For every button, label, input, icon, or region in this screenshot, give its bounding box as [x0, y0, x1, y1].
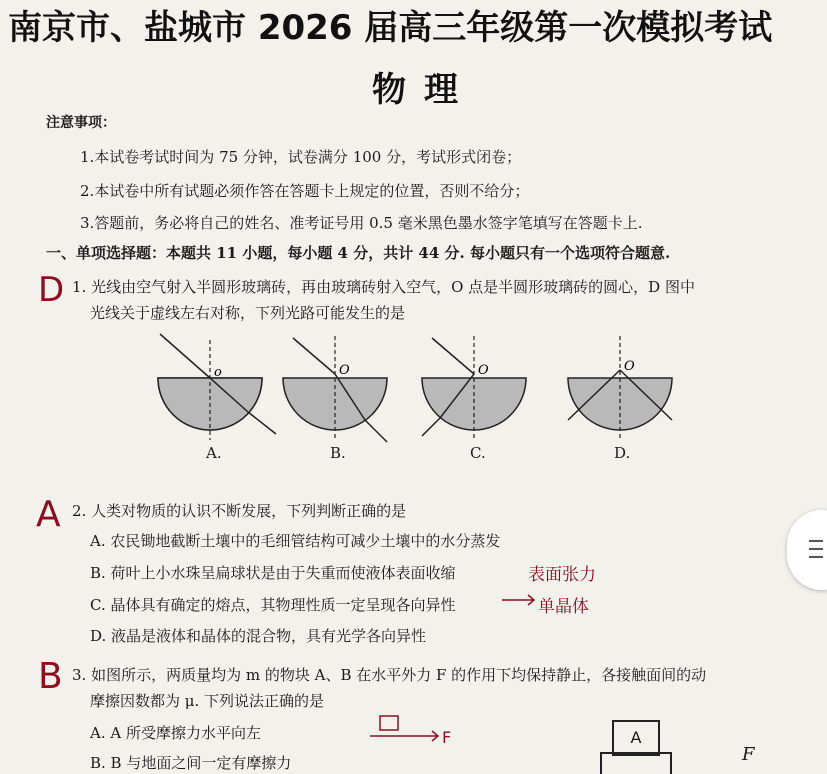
- svg-text:O: O: [339, 363, 350, 378]
- q1-stem-line2: 光线关于虚线左右对称，下列光路可能发生的是: [90, 304, 406, 322]
- q1-figure-c: [422, 336, 526, 440]
- q3-option-b[interactable]: B. B 与地面之间一定有摩擦力: [90, 754, 292, 772]
- q1-option-c[interactable]: C.: [470, 444, 486, 462]
- q2-option-a[interactable]: A. 农民锄地截断土壤中的毛细管结构可减少土壤中的水分蒸发: [90, 532, 501, 550]
- exam-title: 南京市、盐城市 2026 届高三年级第一次模拟考试: [8, 8, 773, 48]
- q3-block-a: [612, 720, 660, 756]
- q2-stem: 2. 人类对物质的认识不断发展，下列判断正确的是: [72, 502, 407, 520]
- q1-figure-a: [158, 334, 276, 440]
- svg-text:O: O: [624, 359, 635, 374]
- q1-figures: [140, 330, 700, 460]
- q2-note-single-crystal: 单晶体: [538, 597, 589, 617]
- q3-stem-line2: 摩擦因数都为 μ. 下列说法正确的是: [90, 692, 325, 710]
- q1-option-a[interactable]: A.: [206, 444, 222, 462]
- q3-force-label: F: [742, 744, 755, 765]
- notice-item-2: 2.本试卷中所有试题必须作答在答题卡上规定的位置，否则不给分；: [80, 182, 530, 200]
- floating-menu-button[interactable]: [787, 510, 827, 590]
- svg-text:o: o: [214, 365, 222, 380]
- subject-title: 物理: [372, 70, 476, 110]
- q2-note-surface-tension: 表面张力: [528, 565, 596, 585]
- q1-figure-b: [283, 336, 387, 442]
- q2-note-arrow: [500, 590, 540, 610]
- q3-block-b: [600, 752, 672, 774]
- q3-handwritten-sketch: [368, 706, 478, 766]
- q2-handwritten-answer: A: [36, 494, 61, 535]
- section-heading: 一、单项选择题：本题共 11 小题，每小题 4 分，共计 44 分. 每小题只有一个选项符合题意.: [46, 244, 671, 262]
- q3-option-a[interactable]: A. A 所受摩擦力水平向左: [90, 724, 261, 742]
- notice-item-3: 3.答题前，务必将自己的姓名、准考证号用 0.5 毫米黑色墨水签字笔填写在答题卡上.: [80, 214, 643, 232]
- q2-option-b[interactable]: B. 荷叶上小水珠呈扁球状是由于失重而使液体表面收缩: [90, 564, 456, 582]
- menu-icon: [809, 540, 823, 564]
- q1-option-d[interactable]: D.: [614, 444, 631, 462]
- notice-heading: 注意事项：: [46, 115, 116, 131]
- q3-handwritten-f: F: [442, 728, 452, 747]
- q3-stem-line1: 3. 如图所示，两质量均为 m 的物块 A、B 在水平外力 F 的作用下均保持静止，各接触面间的动: [72, 666, 707, 684]
- notice-item-1: 1.本试卷考试时间为 75 分钟，试卷满分 100 分，考试形式闭卷；: [80, 148, 522, 166]
- q1-handwritten-answer: D: [38, 270, 65, 310]
- q2-option-d[interactable]: D. 液晶是液体和晶体的混合物，具有光学各向异性: [90, 627, 427, 645]
- q1-figure-d: [568, 336, 672, 440]
- svg-text:O: O: [478, 363, 489, 378]
- q3-handwritten-answer: B: [38, 656, 63, 697]
- q1-stem-line1: 1. 光线由空气射入半圆形玻璃砖，再由玻璃砖射入空气，O 点是半圆形玻璃砖的圆心，D 图中: [72, 278, 695, 296]
- q2-option-c[interactable]: C. 晶体具有确定的熔点，其物理性质一定呈现各向异性: [90, 596, 456, 614]
- q3-block-a-label: A: [630, 728, 642, 747]
- q1-option-b[interactable]: B.: [330, 444, 346, 462]
